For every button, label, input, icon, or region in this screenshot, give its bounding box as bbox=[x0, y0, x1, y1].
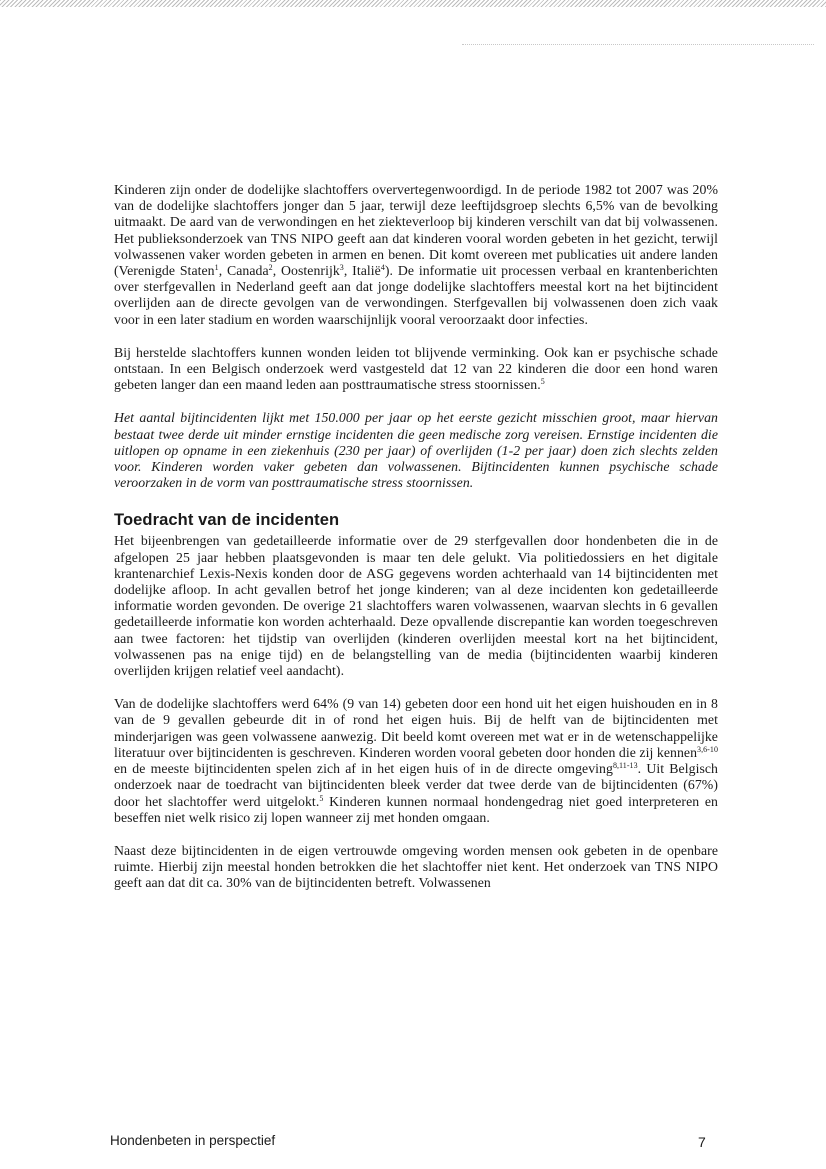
footnote-ref: 3,6-10 bbox=[697, 744, 718, 754]
footer-document-title: Hondenbeten in perspectief bbox=[110, 1133, 276, 1148]
paragraph-text: en de meeste bijtincidenten spelen zich af in het eigen huis of in de directe omgeving bbox=[114, 761, 613, 777]
scan-dotted-rule bbox=[462, 44, 814, 45]
footer-page-number: 7 bbox=[698, 1134, 706, 1150]
page-body bbox=[114, 182, 718, 892]
footnote-ref: 5 bbox=[319, 793, 324, 803]
footnote-ref: 8,11-13 bbox=[612, 761, 638, 771]
paragraph-own-household bbox=[114, 696, 718, 826]
paragraph-text: . Uit Belgisch onderzoek naar de toedracht van bijtincidenten bleek verder dat twee derde van de bijtincidenten (67%) door het slachtoffer werd uitgelokt. bbox=[114, 761, 718, 809]
footnote-ref: 4 bbox=[380, 263, 385, 273]
paragraph-summary-italic: Het aantal bijtincidenten lijkt met 150.000 per jaar op het eerste gezicht misschien groot, maar hiervan bestaat twee derde uit minder ernstige incidenten die geen medische zorg vereisen. Ernstige incidenten die uitlopen op opname in een ziekenhuis (230 per jaar) of overlijden (1-2 per jaar) doen zich slechts zelden voor. Kinderen worden vaker gebeten dan volwassenen. Bijtincidenten kunnen psychische schade veroorzaken in de vorm van posttraumatische stress stoornissen. bbox=[114, 410, 718, 491]
paragraph-text: ). De informatie uit processen verbaal en krantenberichten over sterfgevallen in Nederland geeft aan dat jonge dodelijke slachtoffers meestal kort na het bijtincident overlijden aan de directe gevolgen van de verwondingen. Sterfgevallen bij volwassenen doen zich vaak voor in een later stadium en worden waarschijnlijk vooral veroorzaakt door infecties. bbox=[114, 263, 719, 327]
paragraph-children-overrepresented bbox=[114, 182, 718, 328]
paragraph-gathering-information: Het bijeenbrengen van gedetailleerde informatie over de 29 sterfgevallen door hondenbeten die in de afgelopen 25 jaar hebben plaatsgevonden is maar ten dele gelukt. Via politiedossiers en het digitale krantenarchief Lexis-Nexis konden door de ASG gegevens worden achterhaald van 14 bijtincidenten met dodelijke afloop. In acht gevallen betrof het jonge kinderen; van al deze incidenten kon gedetailleerde informatie worden gevonden. De overige 21 slachtoffers waren volwassenen, waarvan slechts in 6 gevallen gedetailleerde informatie kon worden achterhaald. Deze opvallende discrepantie kan worden toegeschreven aan twee factoren: het tijdstip van overlijden (kinderen overlijden meestal kort na het bijtincident, volwassenen pas na enige tijd) en de belangstelling van de media (bijtincidenten waarbij kinderen overlijden krijgen relatief veel aandacht). bbox=[114, 533, 718, 679]
footnote-ref: 2 bbox=[268, 263, 273, 273]
paragraph-text: , Canada bbox=[218, 263, 269, 279]
footnote-ref: 3 bbox=[339, 263, 344, 273]
paragraph-text: Van de dodelijke slachtoffers werd 64% (9 van 14) gebeten door een hond uit het eigen huishouden en in 8 van de 9 gevallen gebeurde dit in of rond het eigen huis. Bij de helft van de bijtincidenten met minderjarigen was geen volwassene aanwezig. Dit beeld komt overeen met wat er in de wetenschappelijke literatuur over bijtincidenten is geschreven. Kinderen worden vooral gebeten door honden die zij kennen bbox=[114, 696, 718, 760]
scan-edge-texture bbox=[0, 0, 826, 7]
section-heading: Toedracht van de incidenten bbox=[114, 511, 340, 530]
paragraph-lasting-damage bbox=[114, 345, 718, 394]
footnote-ref: 5 bbox=[540, 377, 545, 387]
paragraph-text: , Oostenrijk bbox=[272, 263, 340, 279]
paragraph-text: Kinderen kunnen normaal hondengedrag niet goed interpreteren en beseffen niet welk risico zij lopen wanneer zij met honden omgaan. bbox=[114, 793, 719, 825]
footnote-ref: 1 bbox=[214, 263, 219, 273]
paragraph-text: Bij herstelde slachtoffers kunnen wonden leiden tot blijvende verminking. Ook kan er psychische schade ontstaan. In een Belgisch onderzoek werd vastgesteld dat 12 van 22 kinderen die door een hond waren gebeten langer dan een maand leden aan posttraumatische stress stoornissen. bbox=[114, 344, 718, 393]
paragraph-public-space: Naast deze bijtincidenten in de eigen vertrouwde omgeving worden mensen ook gebeten in de openbare ruimte. Hierbij zijn meestal honden betrokken die het slachtoffer niet kent. Het onderzoek van TNS NIPO geeft aan dat dit ca. 30% van de bijtincidenten betreft. Volwassenen bbox=[114, 842, 718, 891]
paragraph-text: , Italië bbox=[343, 263, 381, 279]
paragraph-text: Kinderen zijn onder de dodelijke slachtoffers oververtegenwoordigd. In de periode 1982 tot 2007 was 20% van de dodelijke slachtoffers jonger dan 5 jaar, terwijl deze leeftijdsgroep slechts 6,5% van de bevolking uitmaakt. De aard van de verwondingen en het ziekteverloop bij kinderen verschilt van dat bij volwassenen. Het publieksonderzoek van TNS NIPO geeft aan dat kinderen vooral worden gebeten in het gezicht, terwijl volwassenen vaker worden gebeten in armen en benen. Dit komt overeen met publicaties uit andere landen (Verenigde Staten bbox=[114, 182, 718, 279]
